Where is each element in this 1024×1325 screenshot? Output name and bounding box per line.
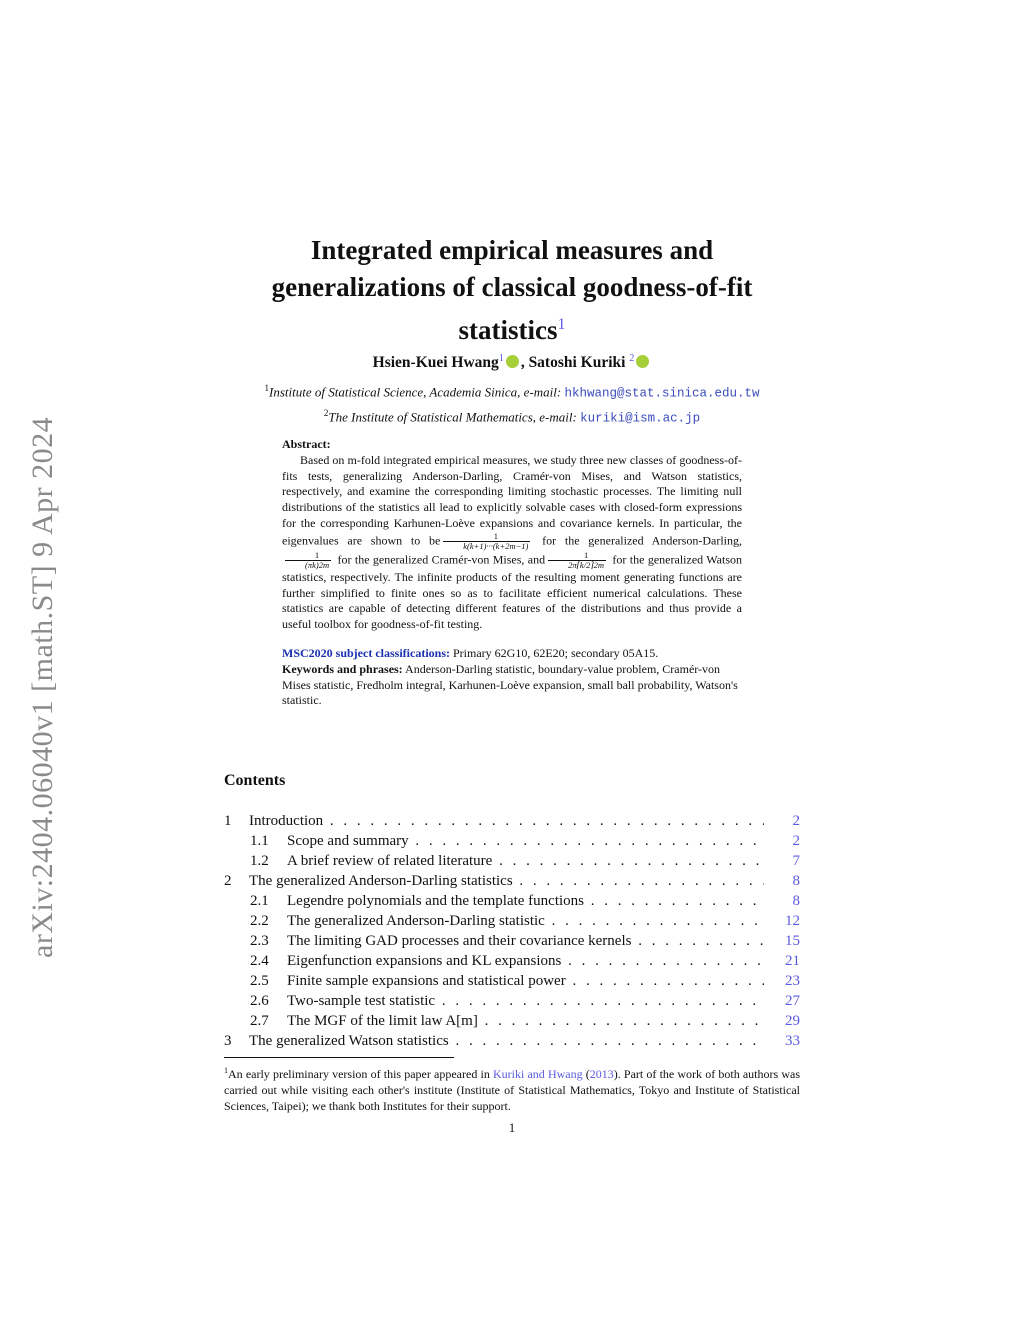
keywords-text: Anderson-Darling statistic, boundary-value problem, Cramér-von Mises statistic, Fredholm integral, Karhunen-Loève expansion, small ball probability, Watson's statistic. [282,661,738,708]
toc-page-link[interactable]: 12 [785,913,800,929]
toc-number: 1 [224,813,232,829]
affiliation-mark[interactable]: 1 [498,353,504,364]
abstract-text: for the generalized Anderson-Darling, [542,533,742,548]
keywords-label: Keywords and phrases: [282,661,403,676]
toc-title[interactable]: A brief review of related literature . . . [287,851,764,871]
toc-title[interactable]: The generalized Anderson-Darling statistics . . . [249,871,764,891]
toc-number: 1.2 [250,853,269,869]
toc-number: 2 [224,873,232,889]
toc-entry[interactable] [224,891,800,911]
affiliation-2 [0,408,1024,425]
toc-page-link[interactable]: 33 [785,1033,800,1049]
affiliation-mark: 2 [323,408,329,418]
toc-page-link[interactable]: 2 [792,833,800,849]
fraction-denominator: k(k+1)···(k+2m−1) [463,540,529,551]
toc-entry[interactable] [224,911,800,931]
toc-title[interactable]: Introduction . . . [249,811,764,831]
fraction-denominator: (πk)2m [305,559,330,570]
toc-title[interactable]: The generalized Anderson-Darling statistic . . . [287,911,764,931]
toc-number: 2.2 [250,913,269,929]
abstract-body [282,453,742,633]
toc-page-link[interactable]: 27 [785,993,800,1009]
affiliation-mark[interactable]: 2 [629,353,635,364]
toc-number: 1.1 [250,833,269,849]
page-number: 1 [508,1120,516,1135]
toc-title[interactable]: The limiting GAD processes and their covariance kernels . . . [287,931,764,951]
orcid-icon[interactable] [506,355,519,368]
toc-title[interactable]: Finite sample expansions and statistical power . . . [287,971,764,991]
toc-title[interactable]: Two-sample test statistic . . . [287,991,764,1011]
msc-link[interactable]: MSC2020 subject classifications: [282,645,450,660]
abstract-heading: Abstract: [282,437,331,451]
toc-number: 2.3 [250,933,269,949]
title-line-2: generalizations of classical goodness-of-fit [271,272,753,302]
toc-page-link[interactable]: 23 [785,973,800,989]
toc-number: 2.1 [250,893,269,909]
eigenvalue-fraction-gad [443,532,530,551]
footnote-divider [224,1057,454,1058]
title-line-1: Integrated empirical measures and [310,235,714,265]
toc-page-link[interactable]: 7 [792,853,800,869]
abstract-text: for the generalized Cramér-von Mises, and [337,552,546,567]
toc-entry[interactable] [224,951,800,971]
toc-page-link[interactable]: 21 [785,953,800,969]
toc-entry[interactable] [224,851,800,871]
msc-line [282,646,742,662]
toc-entry[interactable] [224,1031,800,1051]
fraction-numerator: 1 [443,532,530,542]
toc-entry[interactable] [224,811,800,831]
contents-heading: Contents [224,772,286,789]
eigenvalue-fraction-gw [548,551,606,570]
fraction-numerator: 1 [548,551,606,561]
abstract-text: Based on m-fold integrated empirical measures, we study three new classes of goodness-of-fits tests, generalizing Anderson-Darling, Cramér-von Mises, and Watson statistics, respectively, and examine the corresponding limiting stochastic processes. The limiting null distributions of the statistics all lead to explicitly solvable cases with closed-form expressions for the corresponding Karhunen-Loève expansions and covariance kernels. In particular, the eigenvalues are shown to be [282,452,742,548]
toc-title[interactable]: Legendre polynomials and the template functions . . . [287,891,764,911]
email-link[interactable]: kuriki@ism.ac.jp [580,411,701,426]
footnote-text: ). Part of the work of both authors was carried out while visiting each other's institute (Institute of Statistical Mathematics, Tokyo and Institute of Statistical Sciences, Taipei); we thank both Institutes for their support. [224,1067,800,1113]
toc-page-link[interactable]: 29 [785,1013,800,1029]
author-separator: , [520,354,529,372]
fraction-denominator: 2π⌈k/2⌉2m [568,559,605,570]
toc-number: 2.4 [250,953,269,969]
author-name: Hsien-Kuei Hwang [372,354,499,372]
abstract-text: for the generalized Watson statistics, respectively. The infinite products of the resulting moment generating functions are further simplified to finite ones so as to facilitate efficient numerical calculations. These statistics are capable of detecting different features of the distributions and thus provide a useful toolbox for goodness-of-fit testing. [282,552,743,632]
title-footnote-mark[interactable]: 1 [557,316,566,333]
title-line-3: statistics$^1$ [458,315,566,345]
toc-entry[interactable] [224,991,800,1011]
toc-title[interactable]: Eigenfunction expansions and KL expansions . . . [287,951,764,971]
table-of-contents [224,811,800,1051]
email-link[interactable]: hkhwang@stat.sinica.edu.tw [564,386,760,401]
toc-page-link[interactable]: 2 [792,813,800,829]
affiliation-mark: 1 [264,383,269,393]
arxiv-stamp: arXiv:2404.06040v1 [math.ST] 9 Apr 2024 [26,416,59,958]
toc-number: 2.5 [250,973,269,989]
toc-page-link[interactable]: 15 [785,933,800,949]
footnote-text: An early preliminary version of this paper appeared in [228,1067,493,1081]
toc-page-link[interactable]: 8 [792,873,800,889]
toc-entry[interactable] [224,971,800,991]
eigenvalue-fraction-gcvm [285,551,331,570]
author-list [0,353,1024,372]
toc-number: 2.7 [250,1013,269,1029]
keywords-line [282,662,742,709]
paper-title [0,232,1024,349]
toc-title[interactable]: The generalized Watson statistics . . . [249,1031,764,1051]
toc-entry[interactable] [224,1011,800,1031]
abstract [282,437,742,709]
toc-page-link[interactable]: 8 [792,893,800,909]
affiliation-text: The Institute of Statistical Mathematics, e-mail: [328,409,581,425]
citation-year-link[interactable]: 2013 [589,1067,614,1081]
affiliation-1 [0,383,1024,400]
toc-entry[interactable] [224,831,800,851]
toc-title[interactable]: The MGF of the limit law A[m] . . . [287,1011,764,1031]
classification-block [282,646,742,709]
orcid-icon[interactable] [636,355,649,368]
toc-title[interactable]: Scope and summary . . . [287,831,764,851]
citation-paren: ( [582,1067,590,1081]
toc-entry[interactable] [224,871,800,891]
toc-number: 3 [224,1033,232,1049]
affiliation-text: Institute of Statistical Science, Academia Sinica, e-mail: [269,384,565,400]
footnote [224,1063,800,1114]
citation-link[interactable]: Kuriki and Hwang [492,1067,583,1081]
fraction-numerator: 1 [285,551,331,561]
author-name: Satoshi Kuriki [528,354,626,372]
toc-number: 2.6 [250,993,269,1009]
msc-codes: Primary 62G10, 62E20; secondary 05A15. [453,645,659,660]
toc-entry[interactable] [224,931,800,951]
footnote-mark: 1 [224,1066,228,1075]
